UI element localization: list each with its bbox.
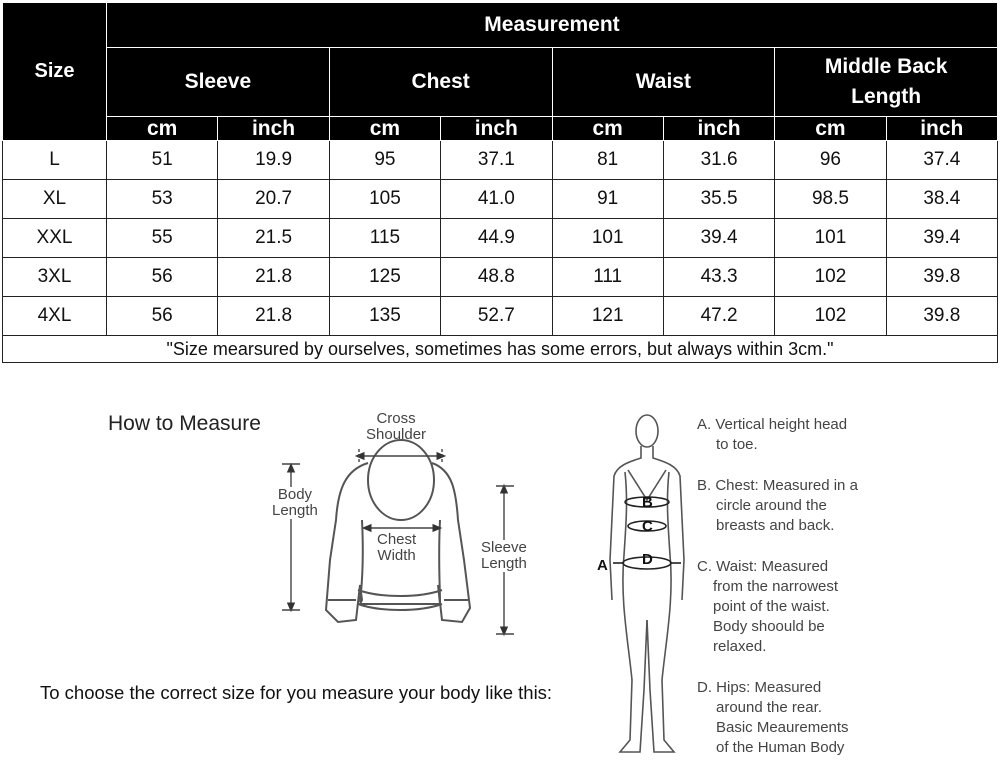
note-c: C. Waist: Measured from the narrowest point of the waist. Body shoould be relaxed.	[697, 558, 839, 655]
value-cell: 53	[107, 180, 218, 219]
value-cell: 37.4	[886, 141, 997, 180]
note-b: B. Chest: Measured in a circle around the breasts and back.	[697, 477, 858, 534]
value-cell: 39.8	[886, 258, 997, 297]
value-cell: 56	[107, 258, 218, 297]
body-length-label: Body Length	[272, 486, 318, 519]
value-cell: 105	[329, 180, 440, 219]
unit-header: cm	[552, 117, 663, 141]
cross-shoulder-label: Cross Shoulder	[366, 410, 427, 443]
table-note: "Size mearsured by ourselves, sometimes has some errors, but always within 3cm."	[3, 336, 998, 363]
value-cell: 38.4	[886, 180, 997, 219]
value-cell: 102	[775, 297, 886, 336]
size-cell: XXL	[3, 219, 107, 258]
unit-header: cm	[107, 117, 218, 141]
chest-width-label: Chest Width	[377, 531, 417, 564]
value-cell: 47.2	[663, 297, 774, 336]
letter-b: B	[642, 494, 653, 511]
value-cell: 21.8	[218, 297, 329, 336]
value-cell: 115	[329, 219, 440, 258]
sleeve-length-label: Sleeve Length	[481, 539, 527, 572]
unit-header: inch	[218, 117, 329, 141]
value-cell: 48.8	[441, 258, 552, 297]
value-cell: 52.7	[441, 297, 552, 336]
value-cell: 35.5	[663, 180, 774, 219]
value-cell: 101	[552, 219, 663, 258]
how-to-measure-title: How to Measure	[108, 412, 261, 435]
note-a: A. Vertical height head to toe.	[697, 416, 848, 453]
unit-header: inch	[663, 117, 774, 141]
value-cell: 31.6	[663, 141, 774, 180]
measurement-notes	[697, 415, 897, 759]
letter-d: D	[642, 551, 653, 568]
body-figure	[610, 415, 684, 752]
size-cell: 3XL	[3, 258, 107, 297]
value-cell: 21.8	[218, 258, 329, 297]
group-header-chest: Chest	[329, 48, 552, 117]
value-cell: 111	[552, 258, 663, 297]
unit-header: cm	[775, 117, 886, 141]
note-d: D. Hips: Measured around the rear. Basic Meaurements of the Human Body	[697, 679, 849, 756]
value-cell: 81	[552, 141, 663, 180]
letter-a: A	[597, 557, 608, 574]
value-cell: 125	[329, 258, 440, 297]
choose-size-instruction: To choose the correct size for you measure your body like this:	[40, 682, 553, 703]
size-header: Size	[3, 3, 107, 141]
letter-c: C	[642, 518, 653, 535]
unit-header: inch	[886, 117, 997, 141]
value-cell: 95	[329, 141, 440, 180]
value-cell: 135	[329, 297, 440, 336]
group-header-sleeve: Sleeve	[107, 48, 330, 117]
group-header-waist: Waist	[552, 48, 775, 117]
value-cell: 43.3	[663, 258, 774, 297]
value-cell: 37.1	[441, 141, 552, 180]
value-cell: 39.8	[886, 297, 997, 336]
value-cell: 102	[775, 258, 886, 297]
value-cell: 56	[107, 297, 218, 336]
value-cell: 96	[775, 141, 886, 180]
value-cell: 41.0	[441, 180, 552, 219]
value-cell: 91	[552, 180, 663, 219]
value-cell: 39.4	[886, 219, 997, 258]
value-cell: 51	[107, 141, 218, 180]
value-cell: 121	[552, 297, 663, 336]
value-cell: 55	[107, 219, 218, 258]
unit-header: inch	[441, 117, 552, 141]
value-cell: 39.4	[663, 219, 774, 258]
measurement-header: Measurement	[107, 3, 998, 48]
group-header-middle-back-length: Middle Back Length	[775, 48, 998, 117]
size-cell: XL	[3, 180, 107, 219]
value-cell: 19.9	[218, 141, 329, 180]
value-cell: 101	[775, 219, 886, 258]
value-cell: 98.5	[775, 180, 886, 219]
value-cell: 44.9	[441, 219, 552, 258]
size-cell: L	[3, 141, 107, 180]
unit-header: cm	[329, 117, 440, 141]
value-cell: 21.5	[218, 219, 329, 258]
value-cell: 20.7	[218, 180, 329, 219]
size-cell: 4XL	[3, 297, 107, 336]
